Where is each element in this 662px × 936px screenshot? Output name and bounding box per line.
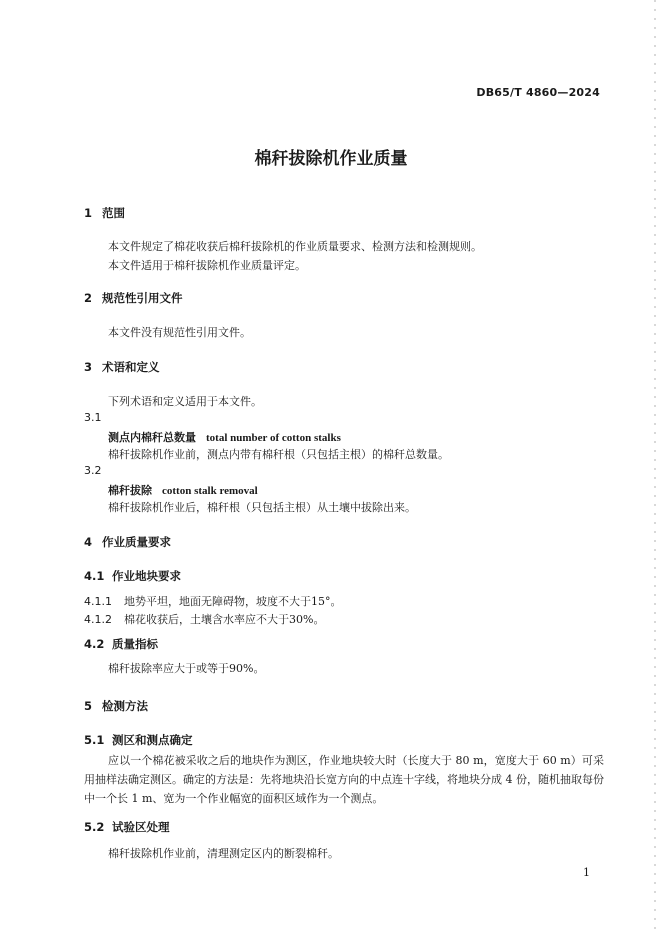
terms-intro: 下列术语和定义适用于本文件。 <box>108 395 262 408</box>
section-title: 范围 <box>102 206 125 220</box>
scope-paragraph-1: 本文件规定了棉花收获后棉秆拔除机的作业质量要求、检测方法和检测规则。 <box>108 240 482 253</box>
section-2-heading <box>84 290 183 306</box>
term-3-2-number: 3.2 <box>84 464 102 477</box>
page-number: 1 <box>583 866 590 879</box>
subsection-5-2-heading <box>84 819 170 835</box>
term-3-1-name <box>108 429 341 445</box>
subsection-title: 测区和测点确定 <box>112 733 193 747</box>
section-number: 2 <box>84 291 93 305</box>
clause-number: 4.1.2 <box>84 613 112 626</box>
section-4-heading <box>84 534 171 550</box>
section-5-heading <box>84 698 148 714</box>
clause-text: 棉花收获后，土壤含水率应不大于30%。 <box>124 613 325 626</box>
standard-number: DB65/T 4860—2024 <box>476 86 600 99</box>
term-en: total number of cotton stalks <box>206 432 341 444</box>
section-number: 1 <box>84 206 93 220</box>
term-3-2-definition: 棉秆拔除机作业后，棉秆根（只包括主根）从土壤中拔除出来。 <box>108 501 416 514</box>
term-zh: 棉秆拔除 <box>108 484 152 497</box>
scan-edge-dots <box>654 0 656 936</box>
term-3-2-name <box>108 482 258 498</box>
subsection-title: 试验区处理 <box>112 820 170 834</box>
clause-number: 4.1.1 <box>84 595 112 608</box>
subsection-title: 质量指标 <box>112 637 158 651</box>
term-3-1-definition: 棉秆拔除机作业前，测点内带有棉秆根（只包括主根）的棉秆总数量。 <box>108 448 449 461</box>
subsection-4-1-heading <box>84 568 181 584</box>
term-zh: 测点内棉秆总数量 <box>108 431 196 444</box>
document-title: 棉秆拔除机作业质量 <box>254 149 408 169</box>
method-5-1-paragraph: 应以一个棉花被采收之后的地块作为测区，作业地块较大时（长度大于 80 m，宽度大于 60 m）可采用抽样法确定测区。确定的方法是：先将地块沿长宽方向的中点连十字线，将地块分成 4 份，随机抽取每份中一个长 1 m、宽为一个作业幅宽的面积区域作为一个测点。 <box>84 754 604 805</box>
section-number: 4 <box>84 535 93 549</box>
method-5-2-paragraph: 棉秆拔除机作业前，清理测定区内的断裂棉秆。 <box>108 847 339 860</box>
subsection-4-2-heading <box>84 636 158 652</box>
section-title: 术语和定义 <box>102 360 160 374</box>
section-number: 5 <box>84 699 93 713</box>
clause-4-1-2 <box>84 611 324 627</box>
normative-paragraph: 本文件没有规范性引用文件。 <box>108 326 251 339</box>
section-title: 作业质量要求 <box>102 535 171 549</box>
clause-4-1-1 <box>84 593 342 609</box>
subsection-title: 作业地块要求 <box>112 569 181 583</box>
clause-text: 地势平坦，地面无障碍物，坡度不大于15°。 <box>124 595 342 608</box>
subsection-5-1-heading <box>84 732 193 748</box>
subsection-number: 5.2 <box>84 820 105 834</box>
section-1-heading <box>84 205 125 221</box>
section-title: 检测方法 <box>102 699 148 713</box>
term-3-1-number: 3.1 <box>84 411 102 424</box>
quality-index-paragraph: 棉秆拔除率应大于或等于90%。 <box>108 662 265 675</box>
scope-paragraph-2: 本文件适用于棉秆拔除机作业质量评定。 <box>108 259 306 272</box>
subsection-number: 4.1 <box>84 569 105 583</box>
section-title: 规范性引用文件 <box>102 291 183 305</box>
section-3-heading <box>84 359 160 375</box>
subsection-number: 4.2 <box>84 637 105 651</box>
subsection-number: 5.1 <box>84 733 105 747</box>
term-en: cotton stalk removal <box>162 485 258 497</box>
section-number: 3 <box>84 360 93 374</box>
